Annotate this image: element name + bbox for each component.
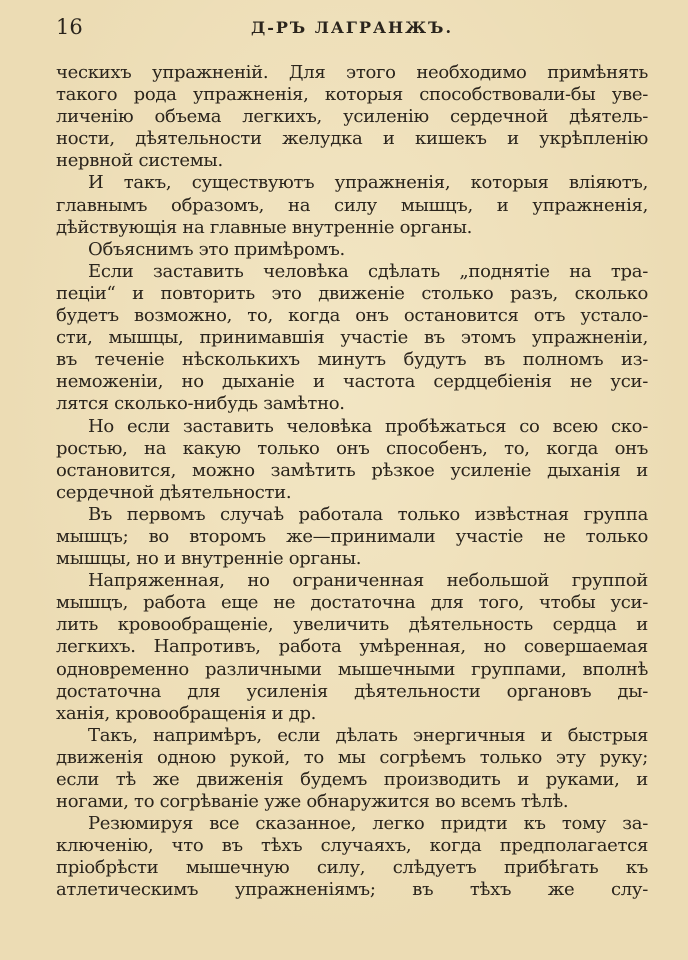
text-line: главнымъ образомъ, на силу мышцъ, и упражненія, (56, 194, 648, 216)
text-line: такого рода упражненія, которыя способствовали-бы уве- (56, 84, 648, 106)
text-line: дѣйствующія на главные внутренніе органы. (56, 216, 473, 238)
text-line: мышцъ; во второмъ же—принимали участіе не только (56, 525, 648, 547)
text-line: ростью, на какую только онъ способенъ, то, когда онъ (56, 437, 648, 459)
text-line: лятся сколько-нибудь замѣтно. (56, 393, 345, 415)
text-line: И такъ, существуютъ упражненія, которыя вліяютъ, (88, 172, 648, 194)
text-line: атлетическимъ упражненіямъ; въ тѣхъ же слу- (56, 879, 648, 901)
text-line: легкихъ. Напротивъ, работа умѣренная, но совершаемая (56, 636, 648, 658)
text-line: личенію объема легкихъ, усиленію сердечной дѣятель- (56, 106, 648, 128)
text-line: Резюмируя все сказанное, легко придти къ тому за- (88, 813, 648, 835)
text-line: мышцъ, работа еще не достаточна для того, чтобы уси- (56, 592, 648, 614)
page-number: 16 (56, 15, 83, 39)
text-line: Такъ, напримѣръ, если дѣлать энергичныя и быстрыя (88, 724, 648, 746)
text-line: неможеніи, но дыханіе и частота сердцебіенія не уси- (56, 371, 648, 393)
text-line: ногами, то согрѣваніе уже обнаружится во всемъ тѣлѣ. (56, 791, 569, 813)
text-line: мышцы, но и внутренніе органы. (56, 548, 362, 570)
text-line: если тѣ же движенія будемъ производить и руками, и (56, 769, 648, 790)
text-line: Въ первомъ случаѣ работала только извѣстная группа (88, 503, 648, 525)
text-line: пеціи“ и повторить это движеніе столько разъ, сколько (56, 282, 648, 304)
text-line: Напряженная, но ограниченная небольшой группой (88, 570, 648, 592)
text-line: остановится, можно замѣтить рѣзкое усиленіе дыханія и (56, 459, 648, 481)
text-line: ключенію, что въ тѣхъ случаяхъ, когда предполагается (56, 835, 648, 857)
running-title: Д-РЪ ЛАГРАНЖЪ. (250, 18, 454, 37)
text-line: достаточна для усиленія дѣятельности органовъ ды- (56, 680, 648, 702)
text-line: лить кровообращеніе, увеличить дѣятельность сердца и (56, 614, 648, 636)
text-line: нервной системы. (56, 150, 223, 172)
text-line: ческихъ упражненій. Для этого необходимо примѣнять (56, 62, 648, 83)
text-line: сердечной дѣятельности. (56, 481, 292, 503)
running-head (56, 14, 648, 40)
text-line: пріобрѣсти мышечную силу, слѣдуетъ прибѣгать къ (56, 857, 648, 879)
text-line: Но если заставить человѣка пробѣжаться со всею ско- (88, 415, 648, 437)
text-line: Объяснимъ это примѣромъ. (88, 238, 345, 260)
text-line: Если заставить человѣка сдѣлать „поднятіе на тра- (88, 260, 648, 282)
text-line: ханія, кровообращенія и др. (56, 702, 317, 724)
text-line: ности, дѣятельности желудка и кишекъ и укрѣпленію (56, 128, 648, 150)
text-line: сти, мышцы, принимавшія участіе въ этомъ упражненіи, (56, 327, 648, 349)
body-text (56, 62, 648, 902)
text-line: будетъ возможно, то, когда онъ остановится отъ устало- (56, 305, 648, 327)
text-line: движенія одною рукой, то мы согрѣемъ только эту руку; (56, 746, 648, 768)
text-line: одновременно различными мышечными группами, вполнѣ (56, 658, 648, 680)
text-line: въ теченіе нѣсколькихъ минутъ будутъ въ полномъ из- (56, 349, 648, 371)
